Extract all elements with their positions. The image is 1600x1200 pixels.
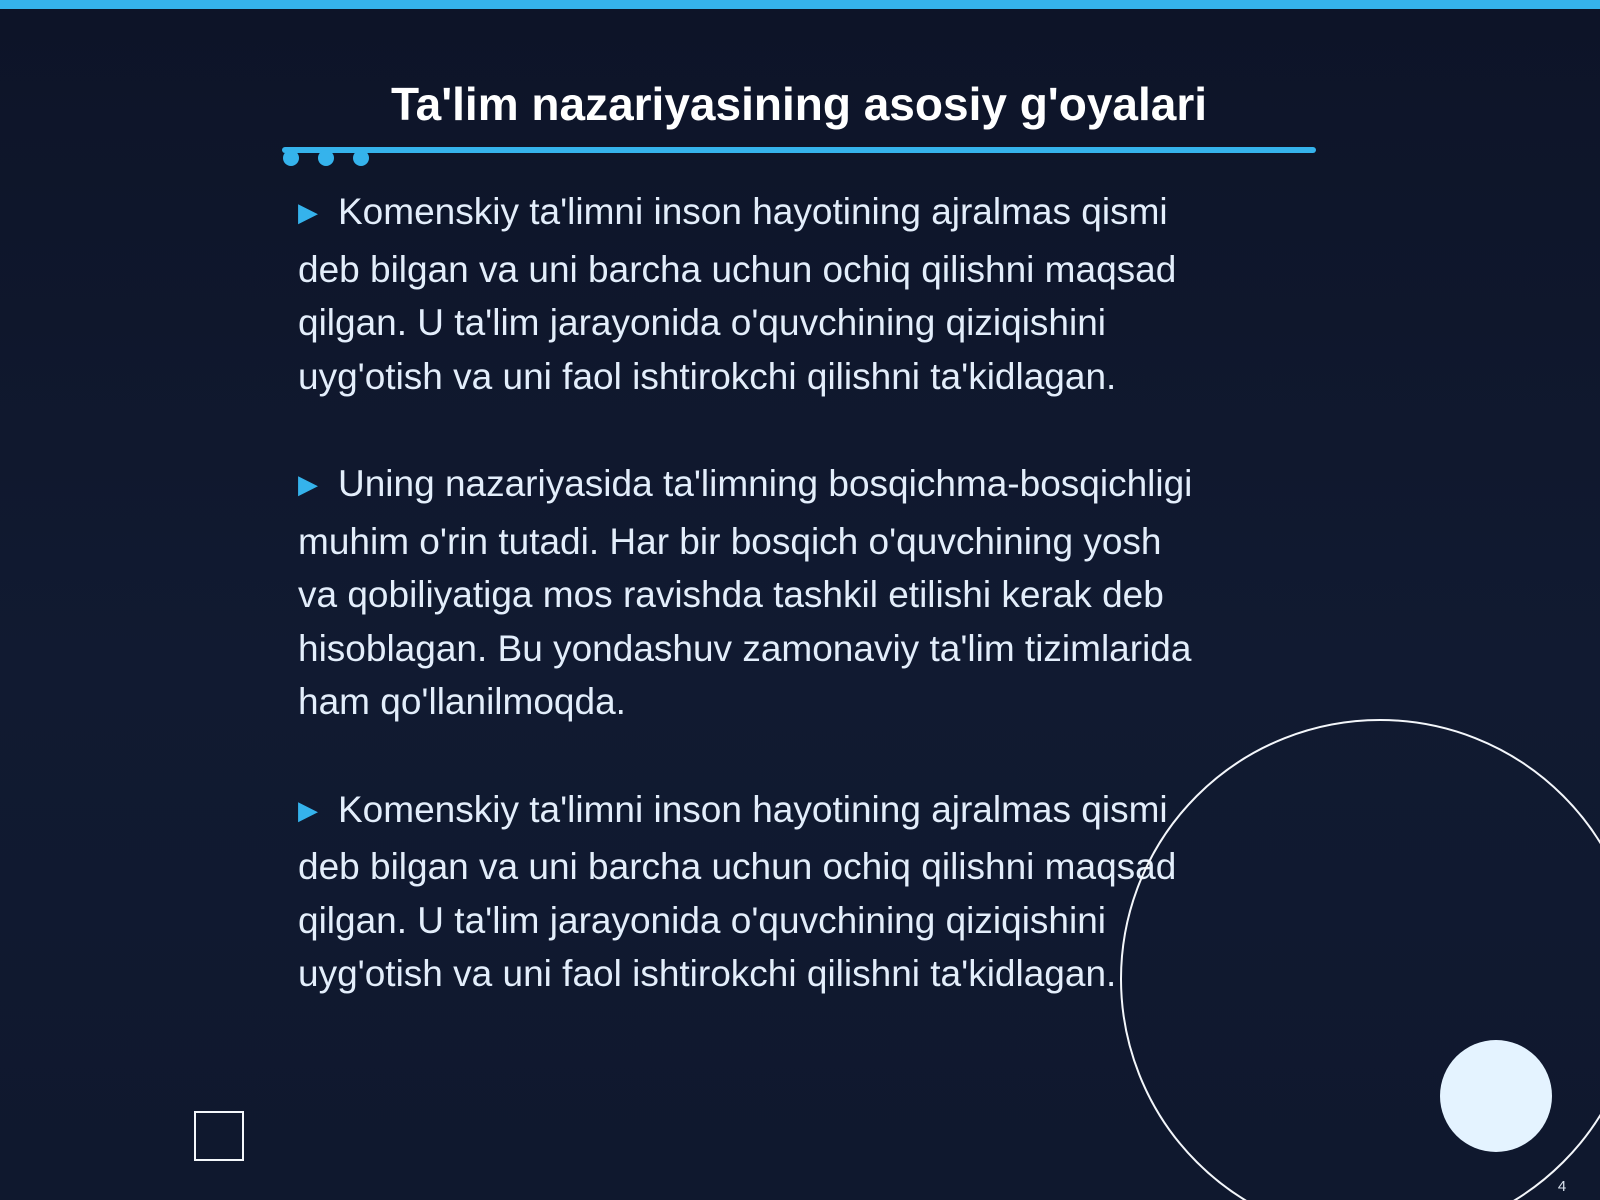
- triangle-bullet-icon: ▶: [298, 469, 318, 499]
- bullet-text: Komenskiy ta'limni inson hayotining ajralmas qismi deb bilgan va uni barcha uchun ochiq qilishni maqsad qilgan. U ta'lim jarayonida o'quvchining qiziqishini uyg'otish va uni faol ishtirokchi qilishni ta'kidlagan.: [298, 191, 1177, 397]
- slide-title: Ta'lim nazariyasining asosiy g'oyalari: [390, 78, 1208, 130]
- page-number: 4: [1557, 1178, 1567, 1195]
- decorative-dot: [283, 150, 299, 166]
- bullet-text: Komenskiy ta'limni inson hayotining ajralmas qismi deb bilgan va uni barcha uchun ochiq qilishni maqsad qilgan. U ta'lim jarayonida o'quvchining qiziqishini uyg'otish va uni faol ishtirokchi qilishni ta'kidlagan.: [298, 788, 1177, 994]
- bullet-item: [298, 185, 1298, 403]
- decorative-circle-filled: [1440, 1040, 1552, 1152]
- title-underline: [282, 147, 1316, 153]
- bullet-item: [298, 457, 1298, 729]
- bullet-text: Uning nazariyasida ta'limning bosqichma-bosqichligi muhim o'rin tutadi. Har bir bosqich o'quvchining yosh va qobiliyatiga mos ravishda tashkil etilishi kerak deb hisoblagan. Bu yondashuv zamonaviy ta'lim tizimlarida ham qo'llanilmoqda.: [298, 463, 1193, 722]
- decorative-dot: [318, 150, 334, 166]
- top-accent-bar: [0, 0, 1600, 9]
- decorative-dot: [353, 150, 369, 166]
- triangle-bullet-icon: ▶: [298, 197, 318, 227]
- triangle-bullet-icon: ▶: [298, 794, 318, 825]
- decorative-square-outline: [194, 1111, 244, 1161]
